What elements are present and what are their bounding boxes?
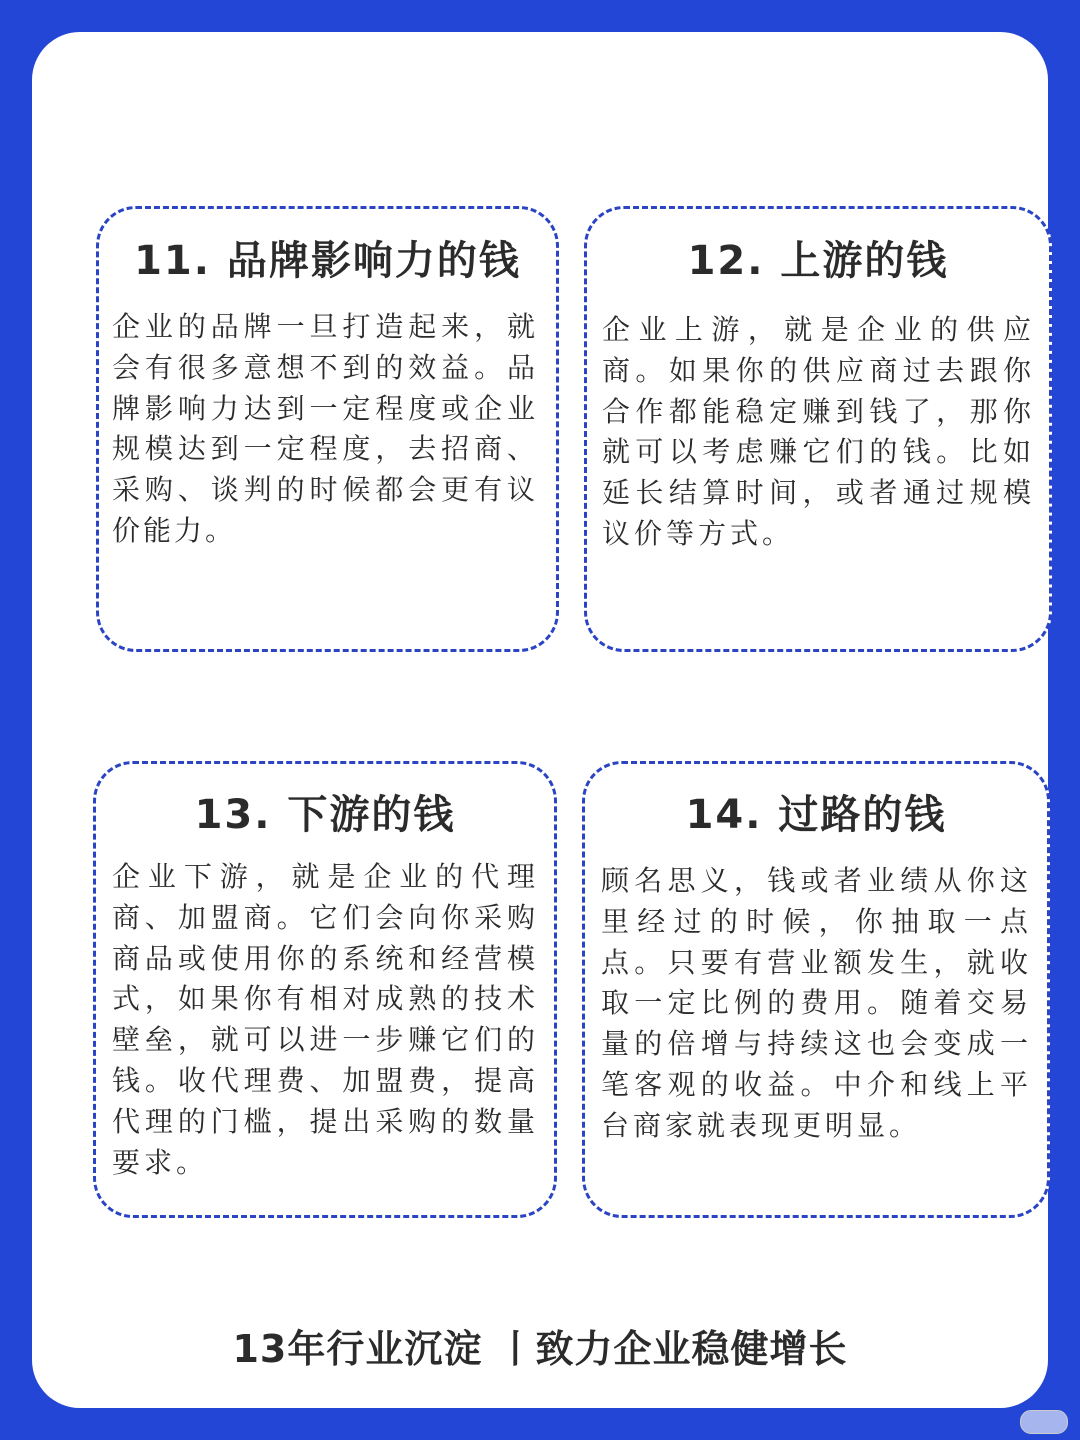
- card-passing-through: [582, 761, 1050, 1218]
- card-title: 13. 下游的钱: [194, 792, 456, 838]
- card-title: 14. 过路的钱: [685, 792, 947, 838]
- card-body: 企业上游，就是企业的供应商。如果你的供应商过去跟你合作都能稳定赚到钱了，那你就可以考虑赚它们的钱。比如延长结算时间，或者通过规模议价等方式。: [602, 313, 1035, 550]
- watermark-badge: [1020, 1410, 1068, 1434]
- card-downstream: [93, 761, 557, 1218]
- card-title: 12. 上游的钱: [687, 238, 949, 284]
- footer-slogan: 13年行业沉淀 丨致力企业稳健增长: [232, 1327, 848, 1371]
- card-brand-influence: [96, 206, 559, 652]
- content-panel: [32, 32, 1048, 1408]
- card-upstream: [584, 206, 1052, 652]
- card-body: 顾名思义，钱或者业绩从你这里经过的时候，你抽取一点点。只要有营业额发生，就收取一定比例的费用。随着交易量的倍增与持续这也会变成一笔客观的收益。中介和线上平台商家就表现更明显。: [601, 864, 1032, 1142]
- card-body: 企业的品牌一旦打造起来，就会有很多意想不到的效益。品牌影响力达到一定程度或企业规模达到一定程度，去招商、采购、谈判的时候都会更有议价能力。: [112, 310, 538, 547]
- card-title: 11. 品牌影响力的钱: [134, 238, 521, 284]
- card-body: 企业下游，就是企业的代理商、加盟商。它们会向你采购商品或使用你的系统和经营模式，如果你有相对成熟的技术壁垒，就可以进一步赚它们的钱。收代理费、加盟费，提高代理的门槛，提出采购的数量要求。: [112, 860, 539, 1179]
